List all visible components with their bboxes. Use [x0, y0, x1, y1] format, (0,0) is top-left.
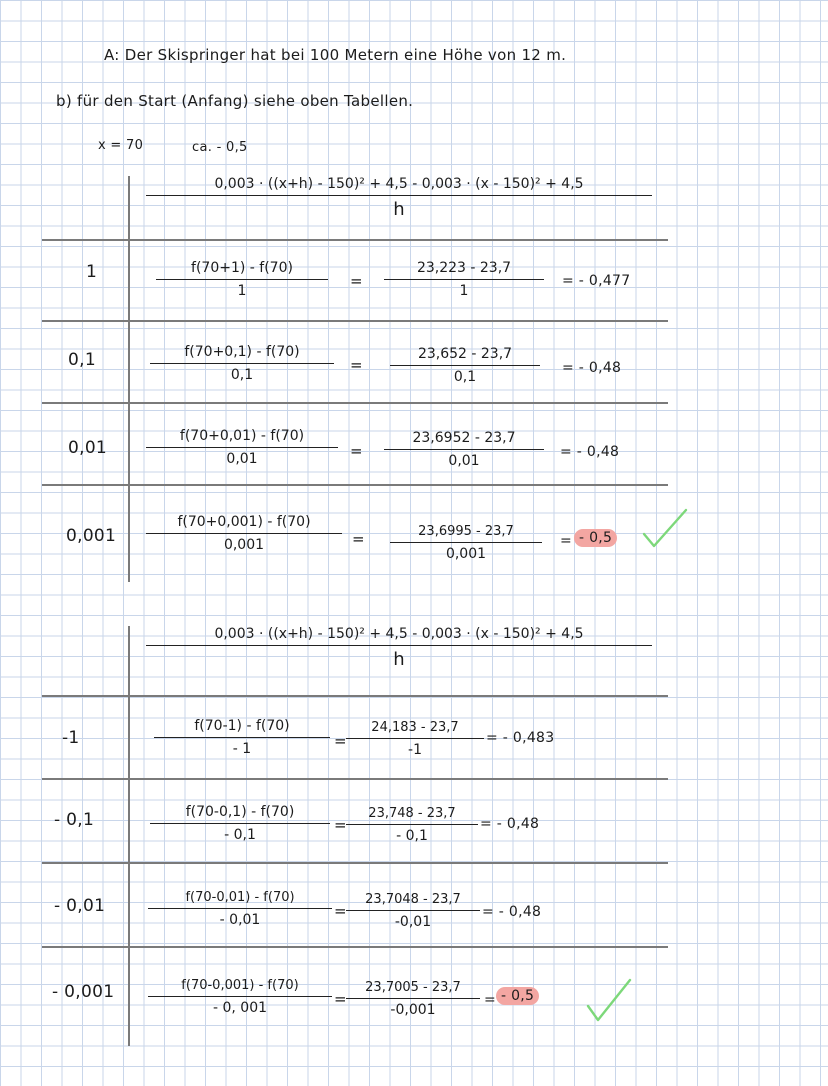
result-equals: =: [484, 992, 497, 1008]
table1-row-divider: [42, 320, 668, 322]
equals-sign: =: [334, 902, 347, 920]
result-value: = - 0,48: [562, 360, 622, 376]
quotient-numerator: f(70-0,01) - f(70): [148, 890, 332, 909]
result-value: = - 0,48: [560, 444, 620, 460]
table2-row-divider: [42, 862, 668, 864]
value-numerator: 23,7048 - 23,7: [346, 892, 480, 911]
quotient-numerator: f(70-1) - f(70): [154, 718, 330, 738]
quotient-fraction: [146, 514, 342, 553]
value-fraction: [346, 806, 478, 844]
table2-column-divider: [128, 626, 130, 1046]
value-numerator: 23,748 - 23,7: [346, 806, 478, 825]
table2-header-divider: [42, 695, 668, 697]
table1-header-divider: [42, 239, 668, 241]
table-row-h: 0,01: [68, 438, 108, 458]
value-denominator: -0,01: [394, 914, 432, 930]
table2-row-divider: [42, 778, 668, 780]
table1-column-divider: [128, 176, 130, 582]
quotient-numerator: f(70-0,001) - f(70): [148, 978, 332, 997]
value-numerator: 23,223 - 23,7: [384, 260, 544, 280]
quotient-numerator: f(70+1) - f(70): [156, 260, 328, 280]
quotient-fraction: [150, 804, 330, 843]
value-numerator: 23,652 - 23,7: [390, 346, 540, 366]
highlight-marker: - 0,5: [496, 987, 539, 1005]
result-equals: =: [560, 533, 573, 549]
quotient-denominator: 0,1: [230, 367, 254, 383]
table-row-h: - 0,1: [54, 810, 95, 830]
value-fraction: [346, 720, 484, 758]
checkmark-icon: [584, 976, 634, 1024]
quotient-numerator: f(70+0,01) - f(70): [146, 428, 338, 448]
quotient-numerator: f(70-0,1) - f(70): [150, 804, 330, 824]
equals-sign: =: [350, 442, 363, 460]
quotient-fraction: [154, 718, 330, 757]
value-denominator: 0,1: [453, 369, 477, 385]
result-value: = - 0,483: [486, 730, 555, 746]
equals-sign: =: [334, 816, 347, 834]
table-row-h: 0,001: [66, 526, 117, 546]
table-row-h: 0,1: [68, 350, 96, 370]
table1-formula: [146, 176, 652, 220]
quotient-fraction: [146, 428, 338, 467]
equals-sign: =: [334, 732, 347, 750]
value-fraction: [384, 430, 544, 469]
value-fraction: [346, 892, 480, 930]
table-row-h: - 0,001: [52, 982, 115, 1002]
table2-formula-denominator: h: [393, 649, 405, 670]
table1-row-divider: [42, 484, 668, 486]
x-value: x = 70: [98, 138, 144, 153]
table2-formula-numerator: 0,003 · ((x+h) - 150)² + 4,5 - 0,003 · (x - 150)² + 4,5: [146, 626, 652, 646]
result-value-highlighted: [496, 988, 539, 1004]
value-denominator: 0,001: [445, 546, 487, 562]
quotient-fraction: [150, 344, 334, 383]
value-fraction: [390, 346, 540, 385]
result-value-highlighted: [574, 530, 617, 546]
quotient-numerator: f(70+0,001) - f(70): [146, 514, 342, 534]
equals-sign: =: [350, 356, 363, 374]
value-denominator: - 0,1: [396, 828, 428, 844]
answer-line: A: Der Skispringer hat bei 100 Metern eine Höhe von 12 m.: [104, 46, 567, 64]
value-numerator: 23,6995 - 23,7: [390, 524, 542, 543]
value-numerator: 23,6952 - 23,7: [384, 430, 544, 450]
result-value: = - 0,477: [562, 273, 631, 289]
approx-value: ca. - 0,5: [192, 140, 248, 155]
equals-sign: =: [352, 530, 365, 548]
table1-formula-numerator: 0,003 · ((x+h) - 150)² + 4,5 - 0,003 · (x - 150)² + 4,5: [146, 176, 652, 196]
value-numerator: 24,183 - 23,7: [346, 720, 484, 739]
quotient-fraction: [156, 260, 328, 299]
quotient-fraction: [148, 890, 332, 928]
quotient-denominator: 1: [237, 283, 247, 299]
value-denominator: 0,01: [448, 453, 480, 469]
result-value: = - 0,48: [482, 904, 542, 920]
quotient-denominator: - 0, 001: [212, 1000, 268, 1016]
value-denominator: 1: [459, 283, 469, 299]
highlight-marker: - 0,5: [574, 529, 617, 547]
quotient-numerator: f(70+0,1) - f(70): [150, 344, 334, 364]
table-row-h: - 0,01: [54, 896, 106, 916]
value-fraction: [390, 524, 542, 562]
table1-row-divider: [42, 402, 668, 404]
table2-row-divider: [42, 946, 668, 948]
value-numerator: 23,7005 - 23,7: [346, 980, 480, 999]
quotient-denominator: 0,001: [223, 537, 265, 553]
value-fraction: [384, 260, 544, 299]
table2-formula: [146, 626, 652, 670]
equals-sign: =: [334, 990, 347, 1008]
result-value: = - 0,48: [480, 816, 540, 832]
value-fraction: [346, 980, 480, 1018]
table-row-h: 1: [86, 262, 98, 282]
part-b-line: b) für den Start (Anfang) siehe oben Tabellen.: [56, 92, 414, 110]
quotient-denominator: - 0,1: [224, 827, 256, 843]
table-row-h: -1: [62, 728, 80, 748]
value-denominator: -1: [408, 742, 422, 758]
equals-sign: =: [350, 272, 363, 290]
value-denominator: -0,001: [390, 1002, 436, 1018]
quotient-denominator: - 1: [232, 741, 252, 757]
checkmark-icon: [640, 506, 690, 550]
table1-formula-denominator: h: [393, 199, 405, 220]
quotient-denominator: 0,01: [226, 451, 258, 467]
quotient-fraction: [148, 978, 332, 1016]
quotient-denominator: - 0,01: [219, 912, 261, 928]
